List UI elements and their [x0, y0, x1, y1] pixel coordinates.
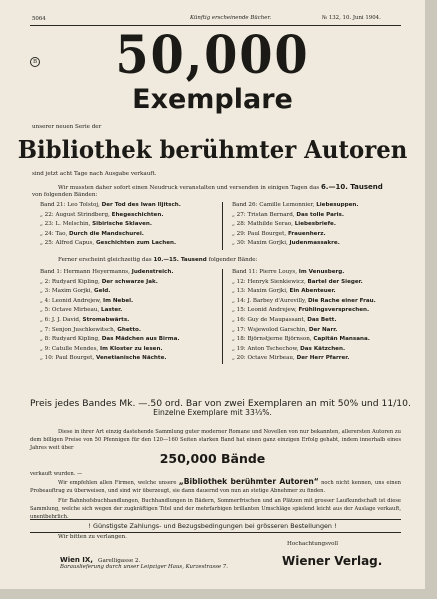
book-entry — [40, 211, 181, 221]
book-author: Maxim Gorjki, — [247, 240, 290, 247]
book-entry — [40, 306, 179, 316]
volumes-sold: 250,000 Bände — [159, 451, 266, 466]
book-title: Bartel der Sieger. — [307, 278, 363, 285]
reprint-notice-2: von folgenden Bänden: — [32, 192, 98, 198]
single-copy-terms: Einzelne Exemplare mit 33⅓%. — [153, 408, 272, 417]
book-author: Octave Mirbeau, — [247, 355, 297, 362]
volume-number: „ 19: — [232, 345, 248, 352]
book-entry — [232, 316, 376, 326]
book-author: Paul Bourget, — [247, 230, 288, 237]
price-line: Preis jedes Bandes Mk. —.50 ord. Bar von zwei Exemplaren an mit 50% und 11/10. — [30, 398, 411, 409]
book-entry — [232, 220, 359, 230]
volume-number: „ 12: — [232, 278, 248, 285]
publisher-logo-icon: B — [30, 57, 40, 67]
book-title: Laster. — [101, 307, 123, 314]
book-author: Mathilde Serao, — [247, 221, 295, 228]
terms-rule-top — [30, 519, 401, 520]
publisher-name: Wiener Verlag. — [282, 554, 383, 568]
book-title: Der Tod des Iwan Iljitsch. — [101, 202, 181, 208]
terms-rule-bottom — [30, 532, 401, 533]
sold-note: sind jetzt acht Tage nach Ausgabe verkauft. — [32, 171, 157, 177]
book-entry — [232, 345, 376, 355]
book-title: Das Bett. — [307, 316, 337, 323]
book-entry — [232, 278, 376, 288]
volume-number: „ 22: — [40, 211, 56, 218]
book-title: Judenstreich. — [131, 269, 174, 275]
book-author: Rudyard Kipling, — [51, 336, 102, 343]
volume-number: Band 26: — [232, 202, 260, 208]
volume-number: „ 29: — [232, 230, 248, 237]
volume-number: Band 21: — [40, 202, 68, 208]
book-title: Frühlingsversprechen. — [298, 307, 370, 314]
book-author: Maxim Gorjki, — [51, 288, 94, 295]
terms-banner: ! Günstigste Zahlungs- und Bezugsbedingungen bei grösseren Bestellungen ! — [88, 522, 337, 530]
railway-paragraph: Für Bahnhofsbuchhandlungen, Buchhandlungen in Bädern, Sommerfrischen und an Plätzen mit grosser Laufkundschaft ist diese Sammlung, welche sich wegen der zugkräftigen Titel und der mehrfarbigen brillanten Umschläge spielend leicht aus der Auslage verkauft, unentbehrlich. — [30, 498, 401, 521]
volume-number: „ 15: — [232, 307, 248, 314]
book-author: J. Barbey d'Aurevilly, — [247, 297, 309, 304]
copies-word: Exemplare — [132, 84, 293, 115]
book-title: Ehegeschichten. — [111, 211, 164, 218]
request-note: Wir bitten zu verlangen. — [58, 534, 127, 540]
book-entry — [40, 278, 179, 288]
book-title: Das Mädchen aus Birma. — [101, 336, 180, 343]
book-author: Senjon Juschkewitsch, — [51, 326, 118, 333]
column-divider-2 — [222, 269, 223, 364]
volume-number: „ 23: — [40, 221, 56, 228]
book-author: Rudyard Kipling, — [51, 278, 102, 285]
delivery-note: Barauslieferung durch unser Leipziger Haus, Kurzestrasse 7. — [60, 564, 228, 570]
address: Wien IX, Garelligasse 2. — [60, 556, 141, 564]
book-author: J. J. David, — [51, 316, 83, 323]
volume-number: „ 27: — [232, 211, 248, 218]
book-author: Björnstjerne Björnson, — [247, 336, 314, 343]
book-author: Leonid Andrejew, — [247, 307, 299, 314]
book-entry — [40, 354, 179, 364]
book-entry — [40, 335, 179, 345]
book-entry — [232, 201, 359, 211]
book-list-2-right — [232, 268, 376, 364]
book-title: Im Venusberg. — [298, 269, 345, 275]
book-author: Leonid Andrejew, — [51, 297, 103, 304]
book-title: Liebesbriefe. — [294, 221, 336, 228]
book-entry — [40, 326, 179, 336]
book-entry — [232, 297, 376, 307]
book-title: Geschichten zum Lachen. — [95, 240, 177, 247]
volume-number: „ 5: — [40, 307, 52, 314]
volume-number: „ 17: — [232, 326, 248, 333]
book-entry — [40, 230, 181, 240]
section-title: Künftig erscheinende Bücher. — [190, 15, 272, 21]
volume-number: „ 14: — [232, 297, 248, 304]
book-entry — [232, 211, 359, 221]
recommend-paragraph: Wir empfehlen allen Firmen, welche unsere „Bibliothek berühmter Autoren“ noch nicht kennen, uns einen Probeauftrag zu überweisen, und sind wir überzeugt, sie dann dauernd von nun an stetige Abnehmer zu finden. — [30, 477, 401, 495]
book-entry — [40, 345, 179, 355]
book-title: Ein Abenteuer. — [289, 288, 336, 295]
volume-number: „ 8: — [40, 336, 52, 343]
book-title: Stromabwärts. — [82, 316, 130, 323]
book-list-1-left — [40, 201, 181, 249]
book-entry — [40, 316, 179, 326]
book-author: Alfred Capus, — [55, 240, 96, 247]
book-author: Wsjewolod Garschin, — [247, 326, 309, 333]
volume-number: „ 20: — [232, 355, 248, 362]
book-title: Venetianische Nächte. — [95, 355, 167, 362]
book-title: Judenmassakre. — [289, 240, 340, 247]
closing-regards: Hochachtungsvoll — [287, 541, 339, 547]
book-entry — [232, 239, 359, 249]
book-entry — [40, 239, 181, 249]
book-title: Der Narr. — [308, 326, 338, 333]
series-intro: unserer neuen Serie der — [32, 124, 102, 130]
book-entry — [232, 268, 376, 278]
book-author: Tristan Bernard, — [247, 211, 297, 218]
column-divider — [222, 202, 223, 250]
book-title: Der Herr Pfarrer. — [296, 355, 350, 362]
volume-number: „ 4: — [40, 297, 52, 304]
book-entry — [232, 335, 376, 345]
book-author: Guy de Maupassant, — [247, 316, 308, 323]
reprint-notice: Wir mussten daher sofort einen Neudruck veranstalten und versenden in einigen Tagen das 6.—10. Tausend — [58, 183, 383, 191]
book-title: Der schwarze Jak. — [101, 278, 158, 285]
volume-number: „ 13: — [232, 288, 248, 295]
book-list-1-right — [232, 201, 359, 249]
book-title: Ghetto. — [117, 326, 141, 333]
book-author: Leo Tolstoj, — [67, 202, 102, 208]
book-author: Paul Bourget, — [55, 355, 96, 362]
volume-number: „ 10: — [40, 355, 56, 362]
book-entry — [40, 287, 179, 297]
copies-number: 50,000 — [115, 25, 310, 86]
volume-number: „ 25: — [40, 240, 56, 247]
issue-label: № 132, 10. Juni 1904. — [322, 15, 381, 21]
volume-number: Band 1: — [40, 269, 64, 275]
volume-number: „ 24: — [40, 230, 56, 237]
book-entry — [232, 306, 376, 316]
book-title: Durch die Mandschurei. — [69, 230, 144, 237]
book-author: Catulle Mendes, — [51, 345, 100, 352]
book-entry — [232, 354, 376, 364]
page-number: 5064 — [32, 16, 46, 22]
book-author: Pierre Louys, — [259, 269, 299, 275]
book-author: Hermann Heyermanns, — [63, 269, 132, 275]
book-entry — [232, 326, 376, 336]
sold-suffix: verkauft wurden. — — [30, 471, 83, 477]
volume-number: „ 28: — [232, 221, 248, 228]
book-author: August Strindberg, — [55, 211, 112, 218]
volume-number: „ 30: — [232, 240, 248, 247]
success-paragraph: Diese in ihrer Art einzig dastehende Sammlung guter moderner Romane und Novellen von nur bekannten, allerersten Autoren zu dem billigen Preise von 50 Pfennigen für den 120—160 Seiten starken Band hat einen ganz einzigen Erfolg gehabt, indem innerhalb eines Jahres weit über — [30, 429, 401, 452]
book-title: Das Kätzchen. — [300, 345, 346, 352]
book-author: Maxim Gorjki, — [247, 288, 290, 295]
volume-number: „ 9: — [40, 345, 52, 352]
volume-number: Band 11: — [232, 269, 260, 275]
book-title: Geld. — [93, 288, 111, 295]
volume-number: „ 7: — [40, 326, 52, 333]
volume-number: „ 6: — [40, 316, 52, 323]
book-entry — [232, 230, 359, 240]
book-title: Im Kloster zu lesen. — [100, 345, 163, 352]
book-title: Die Rache einer Frau. — [308, 297, 376, 304]
book-title: Capitän Mansana. — [313, 336, 370, 343]
book-entry — [40, 201, 181, 211]
book-entry — [40, 268, 179, 278]
book-author: Anton Tschechow, — [247, 345, 301, 352]
volume-number: „ 18: — [232, 336, 248, 343]
book-author: L. Melschin, — [55, 221, 93, 228]
volume-number: „ 16: — [232, 316, 248, 323]
book-entry — [40, 220, 181, 230]
book-author: Henryk Sienkiewicz, — [247, 278, 308, 285]
book-title: Frauenherz. — [287, 230, 326, 237]
volume-number: „ 3: — [40, 288, 52, 295]
series-title: Bibliothek berühmter Autoren — [17, 135, 408, 164]
book-author: Camille Lemonnier, — [259, 202, 317, 208]
book-list-2-left — [40, 268, 179, 364]
book-entry — [40, 297, 179, 307]
book-title: Im Nebel. — [102, 297, 134, 304]
book-author: Octave Mirbeau, — [51, 307, 102, 314]
second-notice: Ferner erscheint gleichzeitig das 10.—15. Tausend folgender Bände: — [58, 257, 258, 263]
book-entry — [232, 287, 376, 297]
book-author: Tao, — [55, 230, 70, 237]
book-title: Liebesuppen. — [316, 202, 359, 208]
book-title: Das tolle Paris. — [296, 211, 344, 218]
volume-number: „ 2: — [40, 278, 52, 285]
book-title: Sibirische Sklaven. — [92, 221, 153, 228]
